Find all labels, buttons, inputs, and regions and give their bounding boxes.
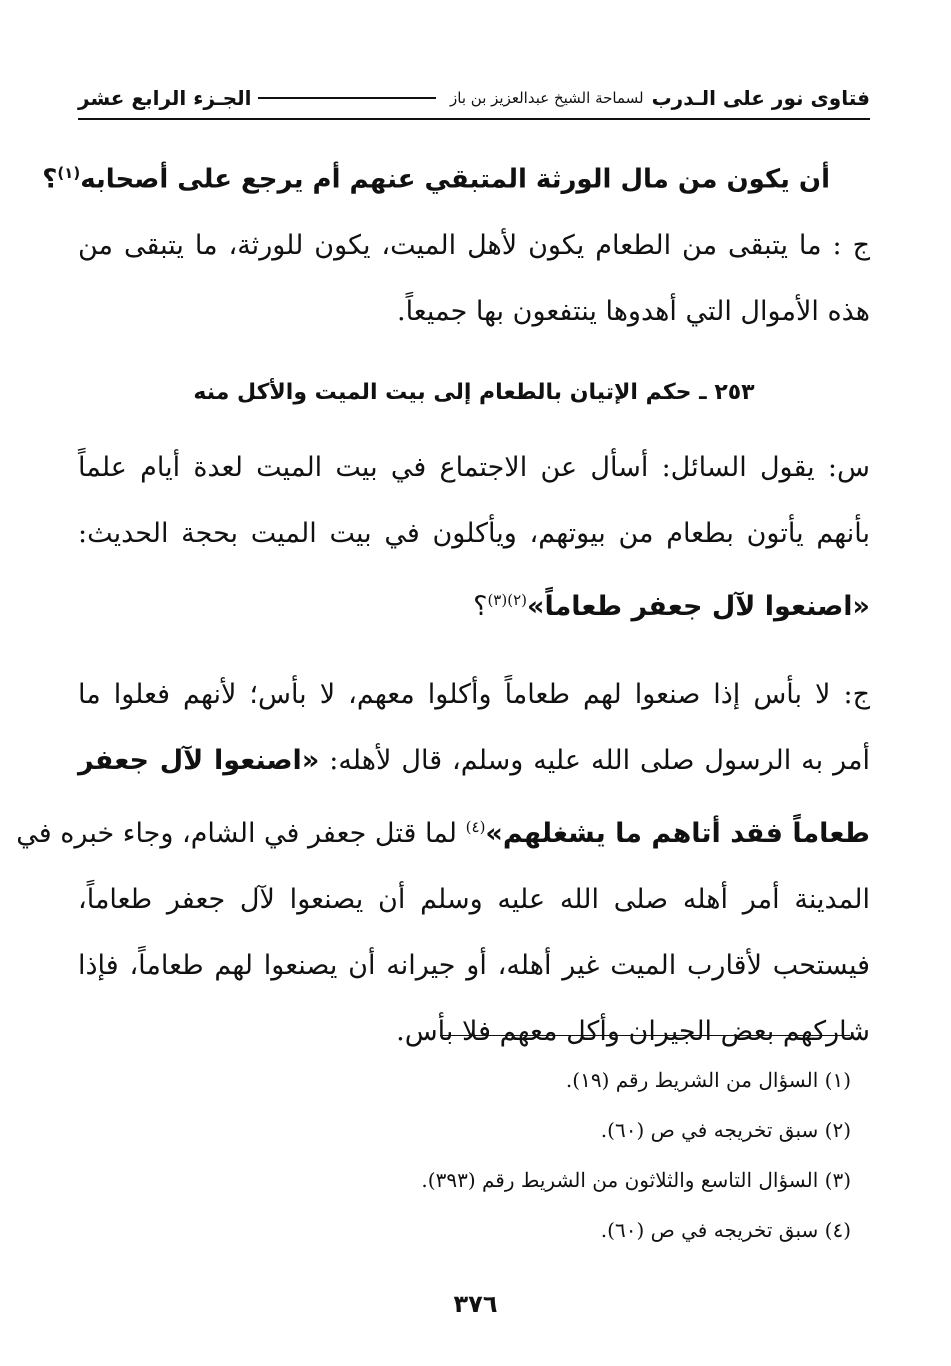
question-line-1: س: يقول السائل: أسأل عن الاجتماع في بيت الميت لعدة أيام علماً xyxy=(78,451,870,483)
page-number: ٣٧٦ xyxy=(453,1290,498,1318)
answer-2-line-5: فيستحب لأقارب الميت غير أهله، أو جيرانه أن يصنعوا لهم طعاماً، فإذا xyxy=(78,949,870,981)
footnote-ref: (٢)(٣) xyxy=(487,590,527,609)
answer-1-line-1: ج : ما يتبقى من الطعام يكون لأهل الميت، يكون للورثة، ما يتبقى من xyxy=(78,229,870,261)
footnote-1: (١) السؤال من الشريط رقم (١٩). xyxy=(565,1068,851,1092)
header-book-group xyxy=(442,86,870,110)
section-heading: ٢٥٣ ـ حكم الإتيان بالطعام إلى بيت الميت والأكل منه xyxy=(193,379,755,405)
author-name: لسماحة الشيخ عبدالعزيز بن باز xyxy=(450,89,644,107)
footnote-ref: (١) xyxy=(57,164,81,182)
part-title: الجـزء الرابع عشر xyxy=(78,86,252,110)
book-title: فتاوى نور على الـدرب xyxy=(651,86,870,110)
footnote-2: (٢) سبق تخريجه في ص (٦٠). xyxy=(600,1118,851,1142)
question-continuation: أن يكون من مال الورثة المتبقي عنهم أم يرجع على أصحابه$^{(١)}$؟ xyxy=(42,164,830,195)
footnotes xyxy=(151,1055,851,1255)
answer-2-line-2: أمر به الرسول صلى الله عليه وسلم، قال لأهله: «اصنعوا لآل جعفر xyxy=(78,744,870,776)
answer-2-line-1: ج: لا بأس إذا صنعوا لهم طعاماً وأكلوا معهم، لا بأس؛ لأنهم فعلوا ما xyxy=(78,678,870,710)
footnote-4: (٤) سبق تخريجه في ص (٦٠). xyxy=(600,1218,851,1242)
answer-2-line-4: المدينة أمر أهله صلى الله عليه وسلم أن يصنعوا لآل جعفر طعاماً، xyxy=(78,883,870,915)
paragraph-gap xyxy=(78,640,870,662)
footnote-3: (٣) السؤال التاسع والثلاثون من الشريط رقم (٣٩٣). xyxy=(421,1168,851,1192)
answer-1-line-2: هذه الأموال التي أهدوها ينتفعون بها جميعاً. xyxy=(396,295,870,327)
hadith-quote: «اصنعوا لآل جعفر طعاماً» xyxy=(527,590,870,622)
answer-2-line-6: شاركهم بعض الجيران وأكل معهم فلا بأس. xyxy=(396,1015,870,1047)
question-line-3: «اصنعوا لآل جعفر طعاماً»$^{(٢)(٣)}$؟ xyxy=(473,590,870,622)
hadith-quote: طعاماً فقد أتاهم ما يشغلهم» xyxy=(485,817,870,849)
header-dash xyxy=(258,97,437,99)
question-line-2: بأنهم يأتون بطعام من بيوتهم، ويأكلون في بيت الميت بحجة الحديث: xyxy=(78,517,870,549)
running-header xyxy=(78,78,870,120)
hadith-quote: «اصنعوا لآل جعفر xyxy=(78,744,320,776)
footnote-ref: (٤) xyxy=(465,817,486,836)
main-text xyxy=(16,140,870,1065)
footnote-separator xyxy=(440,1035,850,1036)
answer-2-line-3: طعاماً فقد أتاهم ما يشغلهم»$^{(٤)}$ لما قتل جعفر في الشام، وجاء خبره في xyxy=(16,817,870,849)
